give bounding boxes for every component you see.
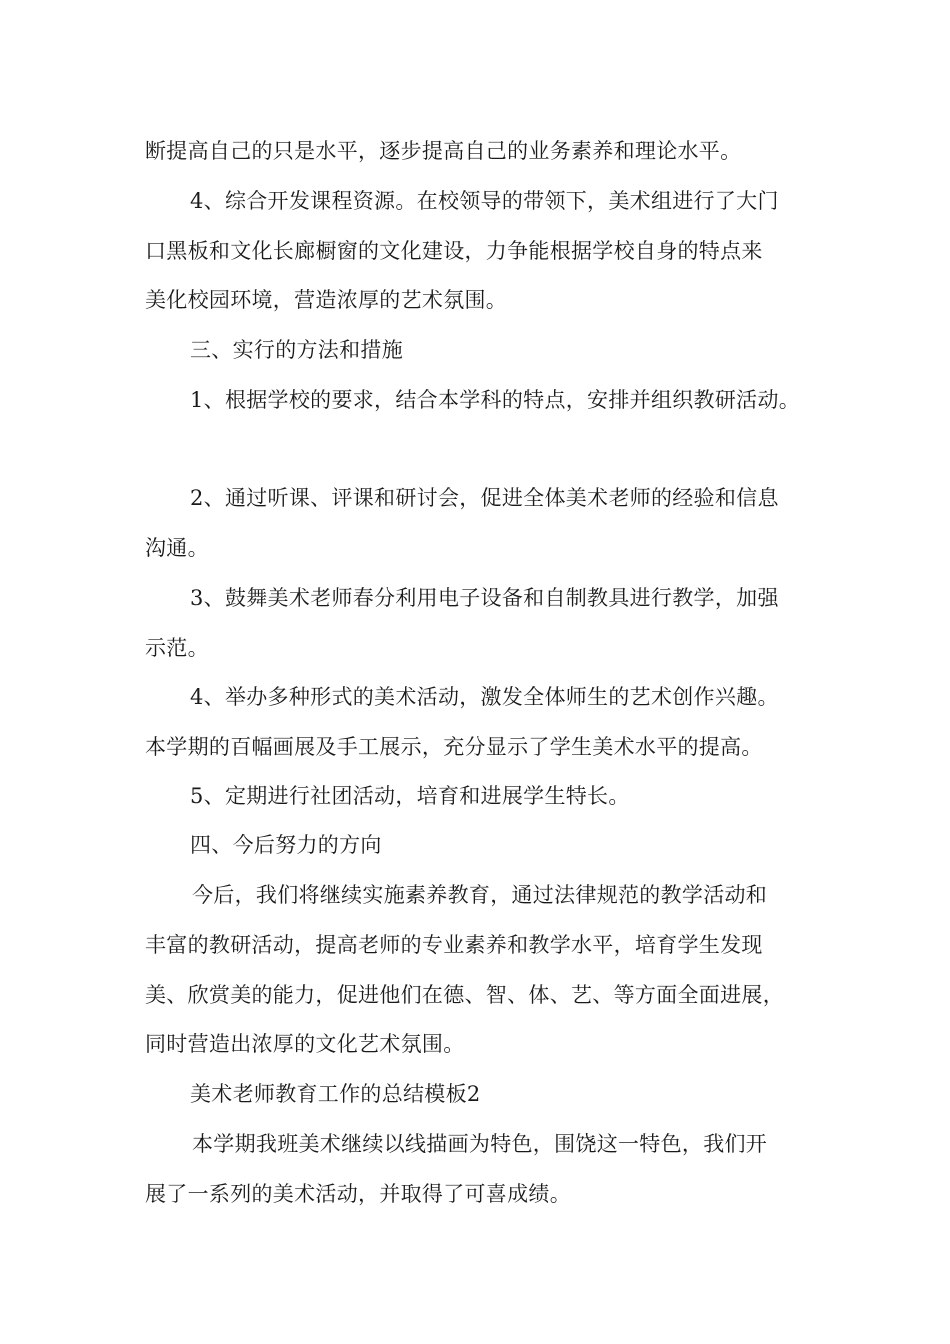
- section-heading: 三、实行的方法和措施: [190, 338, 403, 362]
- text-line: 展了一系列的美术活动，并取得了可喜成绩。: [145, 1182, 571, 1206]
- text-line: 本学期的百幅画展及手工展示，充分显示了学生美术水平的提高。: [145, 735, 763, 759]
- text-line: 断提高自己的只是水平，逐步提高自己的业务素养和理论水平。: [145, 139, 742, 163]
- text-line: 3、鼓舞美术老师春分利用电子设备和自制教具进行教学，加强: [190, 586, 779, 610]
- text-line: 美化校园环境，营造浓厚的艺术氛围。: [145, 288, 508, 312]
- text-line: 5、定期进行社团活动，培育和进展学生特长。: [190, 784, 630, 808]
- document-subtitle: 美术老师教育工作的总结模板2: [190, 1082, 481, 1106]
- text-line: 口黑板和文化长廊橱窗的文化建设，力争能根据学校自身的特点来: [145, 239, 763, 263]
- text-line: 丰富的教研活动，提高老师的专业素养和教学水平，培育学生发现: [145, 933, 763, 957]
- text-line: 沟通。: [145, 536, 209, 560]
- text-line: 本学期我班美术继续以线描画为特色，围饶这一特色，我们开: [192, 1132, 768, 1156]
- text-line: 4、举办多种形式的美术活动，激发全体师生的艺术创作兴趣。: [190, 685, 779, 709]
- text-line: 今后，我们将继续实施素养教育，通过法律规范的教学活动和: [192, 883, 768, 907]
- text-line: 4、综合开发课程资源。在校领导的带领下，美术组进行了大门: [190, 189, 779, 213]
- text-line: 同时营造出浓厚的文化艺术氛围。: [145, 1032, 465, 1056]
- section-heading: 四、今后努力的方向: [190, 833, 382, 857]
- text-line: 示范。: [145, 636, 209, 660]
- text-line: 1、根据学校的要求，结合本学科的特点，安排并组织教研活动。: [190, 388, 801, 412]
- text-line: 美、欣赏美的能力，促进他们在德、智、体、艺、等方面全面进展，: [145, 983, 784, 1007]
- text-line: 2、通过听课、评课和研讨会，促进全体美术老师的经验和信息: [190, 486, 779, 510]
